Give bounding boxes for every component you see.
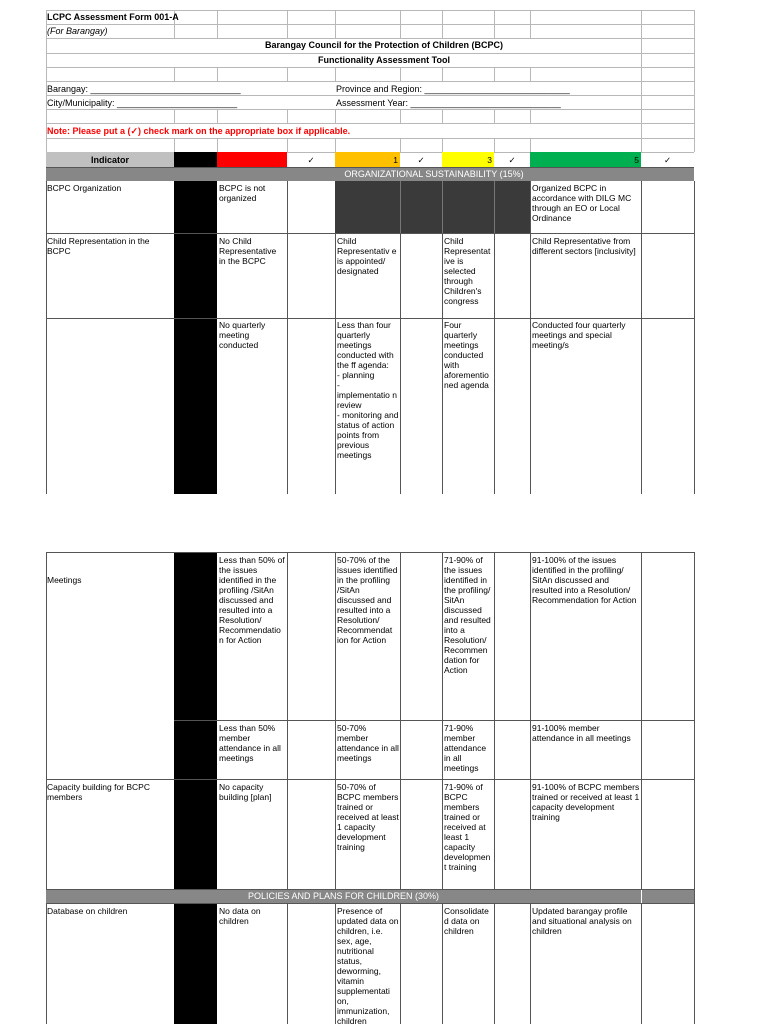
barangay-field[interactable]: Barangay: ______________________________ xyxy=(47,84,241,94)
score-1-label: 1 xyxy=(393,155,398,165)
cell-r4-c1: 50-70% of the issues identified in the profiling /SitAn discussed and resulted into a Resolution/ Recommendat ion for Action xyxy=(337,555,400,645)
section-policies-plans: POLICIES AND PLANS FOR CHILDREN (30%) xyxy=(46,890,641,903)
cell-r4-c0: Less than 50% of the issues identified in the profiling /SitAn discussed and resulted into a Resolution/ Recommendatio n for Action xyxy=(219,555,288,645)
city-field[interactable]: City/Municipality: ________________________ xyxy=(47,98,238,108)
cell-r2-c5: Child Representative from different sectors [inclusivity] xyxy=(532,236,636,256)
check-col-1: ✓ xyxy=(307,155,315,165)
cell-r1-c5: Organized BCPC in accordance with DILG MC through an EO or Local Ordinance xyxy=(532,183,634,223)
check-col-4: ✓ xyxy=(663,155,672,165)
check-col-2: ✓ xyxy=(417,155,425,165)
cell-r1-c0: BCPC is not organized xyxy=(219,183,268,203)
form-code: LCPC Assessment Form 001-A xyxy=(47,12,179,22)
cell-r6-c3: 71-90% of BCPC members trained or received at least 1 capacity developmen t training xyxy=(444,782,493,872)
checkmark-note: Note: Please put a (✓) check mark on the appropriate box if applicable. xyxy=(47,126,351,136)
cell-r3-c5: Conducted four quarterly meetings and special meeting/s xyxy=(532,320,628,350)
cell-r4-c5: 91-100% of the issues identified in the profiling/ SitAn discussed and resulted into a Resolution/ Recommendation for Action xyxy=(532,555,637,605)
cell-r5-c3: 71-90% member attendance in all meetings xyxy=(444,723,489,773)
indicator-capacity-building: Capacity building for BCPC members xyxy=(47,782,153,802)
score-5-label: 5 xyxy=(634,155,639,165)
indicator-header: Indicator xyxy=(90,155,129,165)
cell-r3-c1: Less than four quarterly meetings conducted with the ff agenda: - planning - implementatio n review - monitoring and status of action points from previous meetings xyxy=(337,320,399,460)
score-3-label: 3 xyxy=(487,155,492,165)
assessment-year-field[interactable]: Assessment Year: ______________________________ xyxy=(336,98,561,108)
form-title: Barangay Council for the Protection of Children (BCPC) xyxy=(264,40,503,50)
cell-r5-c1: 50-70% member attendance in all meetings xyxy=(337,723,399,763)
cell-r3-c3: Four quarterly meetings conducted with aforementio ned agenda xyxy=(444,320,492,390)
cell-r2-c0: No Child Representative in the BCPC xyxy=(219,236,279,266)
cell-r5-c5: 91-100% member attendance in all meetings xyxy=(532,723,631,743)
indicator-meetings: Meetings xyxy=(47,575,82,585)
cell-r7-c0: No data on children xyxy=(219,906,263,926)
cell-r7-c1: Presence of updated data on children, i.e. sex, age, nutritional status, deworming, vitamin supplementati on, immunization, children xyxy=(337,906,399,1026)
cell-r4-c3: 71-90% of the issues identified in the profiling/ SitAn discussed and resulted into a Resolution/ Recommen dation for Action xyxy=(444,555,494,675)
indicator-database-children: Database on children xyxy=(47,906,128,916)
score-0-swatch xyxy=(174,152,217,167)
cell-r5-c0: Less than 50% member attendance in all meetings xyxy=(219,723,284,763)
cell-r3-c0: No quarterly meeting conducted xyxy=(219,320,268,350)
cell-r7-c3: Consolidate d data on children xyxy=(444,906,492,936)
cell-r7-c5: Updated barangay profile and situational analysis on children xyxy=(532,906,635,936)
cell-r2-c1: Child Representativ e is appointed/ designated xyxy=(337,236,399,276)
section-org-sustainability: ORGANIZATIONAL SUSTAINABILITY (15%) xyxy=(174,168,694,181)
indicator-child-representation: Child Representation in the BCPC xyxy=(47,236,152,256)
cell-r6-c0: No capacity building [plan] xyxy=(219,782,272,802)
score-red-swatch xyxy=(217,152,287,167)
check-col-3: ✓ xyxy=(508,155,516,165)
cell-r2-c3: Child Representat ive is selected through Children's congress xyxy=(444,236,493,306)
indicator-bcpc-organization: BCPC Organization xyxy=(47,183,122,193)
form-title-2: Functionality Assessment Tool xyxy=(317,55,451,65)
cell-r6-c1: 50-70% of BCPC members trained or received at least 1 capacity development training xyxy=(337,782,399,852)
province-field[interactable]: Province and Region: _____________________________ xyxy=(336,84,570,94)
form-subtitle: (For Barangay) xyxy=(47,26,108,36)
cell-r6-c5: 91-100% of BCPC members trained or received at least 1 capacity development training xyxy=(532,782,640,822)
